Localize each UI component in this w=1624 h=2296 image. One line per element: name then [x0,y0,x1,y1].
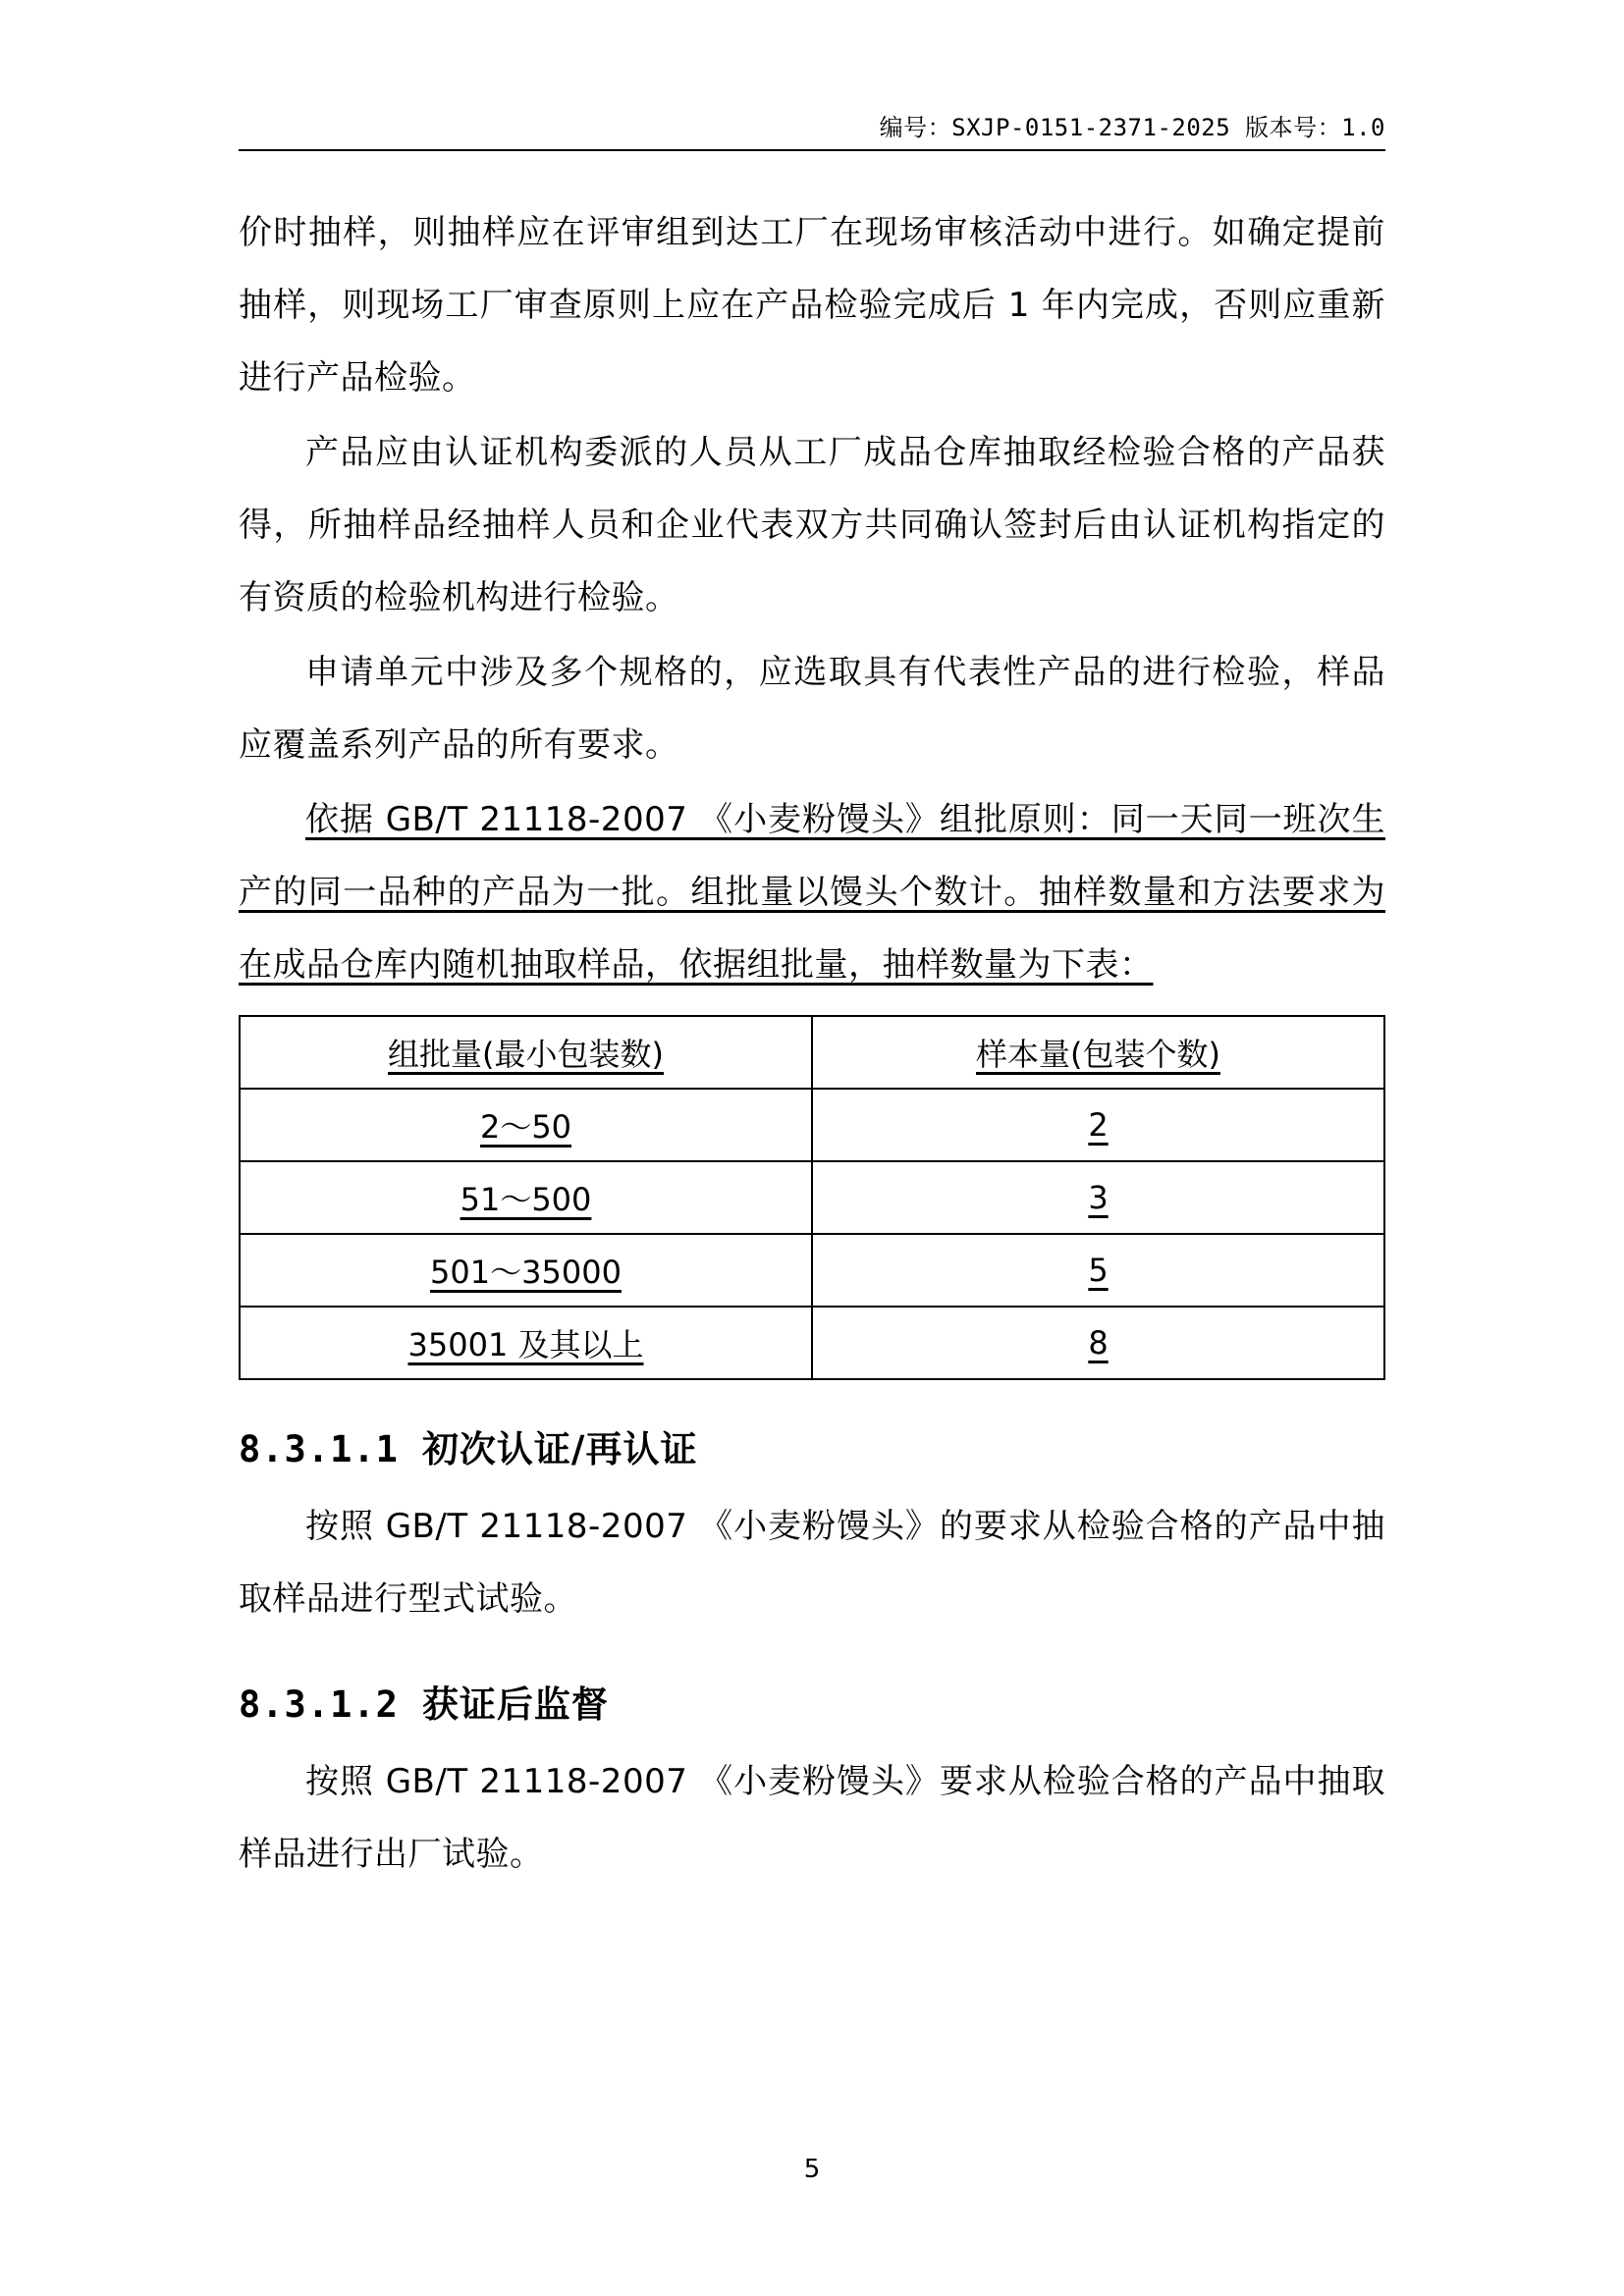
table-cell-sample: 8 [812,1307,1384,1379]
section-heading-8312 [239,1675,1385,1728]
table-row [240,1161,1384,1234]
section-heading-8311 [239,1419,1385,1472]
table-header-row [240,1016,1384,1089]
table-header-cell-sample: 样本量(包装个数) [812,1016,1384,1089]
section-number: 8.3.1.1 [239,1428,399,1470]
section-body-8311: 按照 GB/T 21118-2007 《小麦粉馒头》的要求从检验合格的产品中抽取样品进行型式试验。 [239,1507,1385,1619]
sampling-table-wrapper [239,1015,1385,1380]
paragraph-3: 申请单元中涉及多个规格的，应选取具有代表性产品的进行检验，样品应覆盖系列产品的所有要求。 [239,653,1385,765]
document-header: 编号：SXJP-0151-2371-2025 版本号：1.0 [879,114,1385,141]
table-header-cell-batch: 组批量(最小包装数) [240,1016,812,1089]
paragraph-2: 产品应由认证机构委派的人员从工厂成品仓库抽取经检验合格的产品获得，所抽样品经抽样人员和企业代表双方共同确认签封后由认证机构指定的有资质的检验机构进行检验。 [239,433,1385,617]
section-number: 8.3.1.2 [239,1683,399,1726]
table-cell-batch: 51～500 [240,1161,812,1234]
table-cell-sample: 5 [812,1234,1384,1307]
table-cell-batch: 2～50 [240,1089,812,1161]
table-cell-sample: 3 [812,1161,1384,1234]
table-cell-batch: 35001 及其以上 [240,1307,812,1379]
section-body-8312: 按照 GB/T 21118-2007 《小麦粉馒头》要求从检验合格的产品中抽取样品进行出厂试验。 [239,1762,1385,1874]
table-row [240,1234,1384,1307]
table-cell-sample: 2 [812,1089,1384,1161]
table-row [240,1089,1384,1161]
paragraph-4: 依据 GB/T 21118-2007 《小麦粉馒头》组批原则：同一天同一班次生产的同一品种的产品为一批。组批量以馒头个数计。抽样数量和方法要求为在成品仓库内随机抽取样品，依据组批量，抽样数量为下表： [239,800,1385,985]
section-title: 初次认证/再认证 [421,1428,698,1470]
paragraph-1: 价时抽样，则抽样应在评审组到达工厂在现场审核活动中进行。如确定提前抽样，则现场工厂审查原则上应在产品检验完成后 1 年内完成，否则应重新进行产品检验。 [239,213,1385,398]
table-cell-batch: 501～35000 [240,1234,812,1307]
page-number: 5 [803,2155,821,2184]
sampling-table [239,1015,1385,1380]
header-divider [239,149,1385,151]
section-title: 获证后监督 [421,1683,609,1726]
document-body [239,196,1385,1893]
table-row [240,1307,1384,1379]
